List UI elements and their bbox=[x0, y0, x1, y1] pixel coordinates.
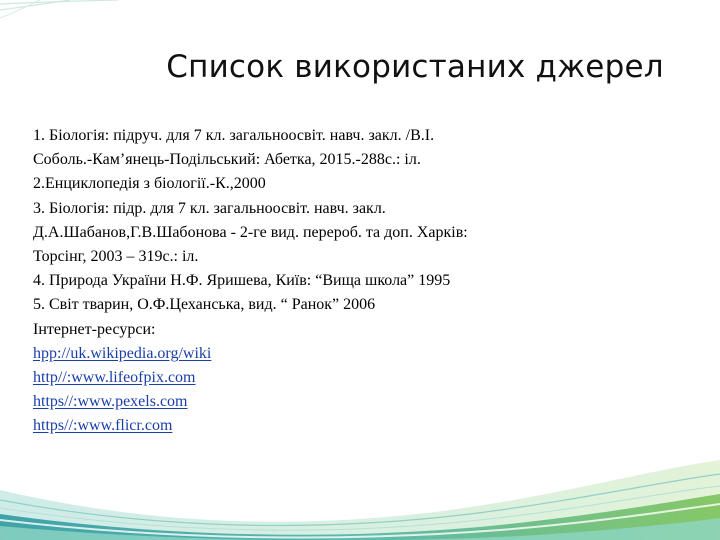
references-list bbox=[33, 124, 693, 439]
link-lifeofpix[interactable]: http//:www.lifeofpix.com bbox=[33, 369, 196, 387]
reference-line: 1. Біологія: підруч. для 7 кл. загальноосвіт. навч. закл. /В.І. bbox=[33, 127, 435, 144]
internet-resources-heading: Інтернет-ресурси: bbox=[33, 320, 156, 338]
slide-title: Список використаних джерел bbox=[166, 49, 664, 85]
reference-line: 3. Біологія: підр. для 7 кл. загальноосвіт. навч. закл. bbox=[33, 199, 386, 217]
reference-line: Торсінг, 2003 – 319с.: іл. bbox=[33, 248, 199, 266]
reference-line: 5. Світ тварин, О.Ф.Цеханська, вид. “ Ранок” 2006 bbox=[33, 296, 376, 314]
link-pexels[interactable]: https//:www.pexels.com bbox=[33, 393, 188, 411]
reference-line: 2.Енциклопедія з біології.-К.,2000 bbox=[33, 175, 266, 193]
reference-line: Д.А.Шабанов,Г.В.Шабонова - 2-ге вид. перероб. та доп. Харків: bbox=[33, 223, 468, 241]
link-flicr[interactable]: https//:www.flicr.com bbox=[33, 417, 173, 435]
link-wikipedia[interactable]: hpp://uk.wikipedia.org/wiki bbox=[33, 344, 212, 362]
reference-line: 4. Природа України Н.Ф. Яришева, Київ: “Вища школа” 1995 bbox=[33, 272, 451, 290]
bottom-wave-decoration bbox=[0, 430, 720, 540]
corner-decoration bbox=[0, 0, 120, 40]
reference-line: Соболь.-Кам’янець-Подільський: Абетка, 2015.-288с.: іл. bbox=[33, 151, 421, 169]
